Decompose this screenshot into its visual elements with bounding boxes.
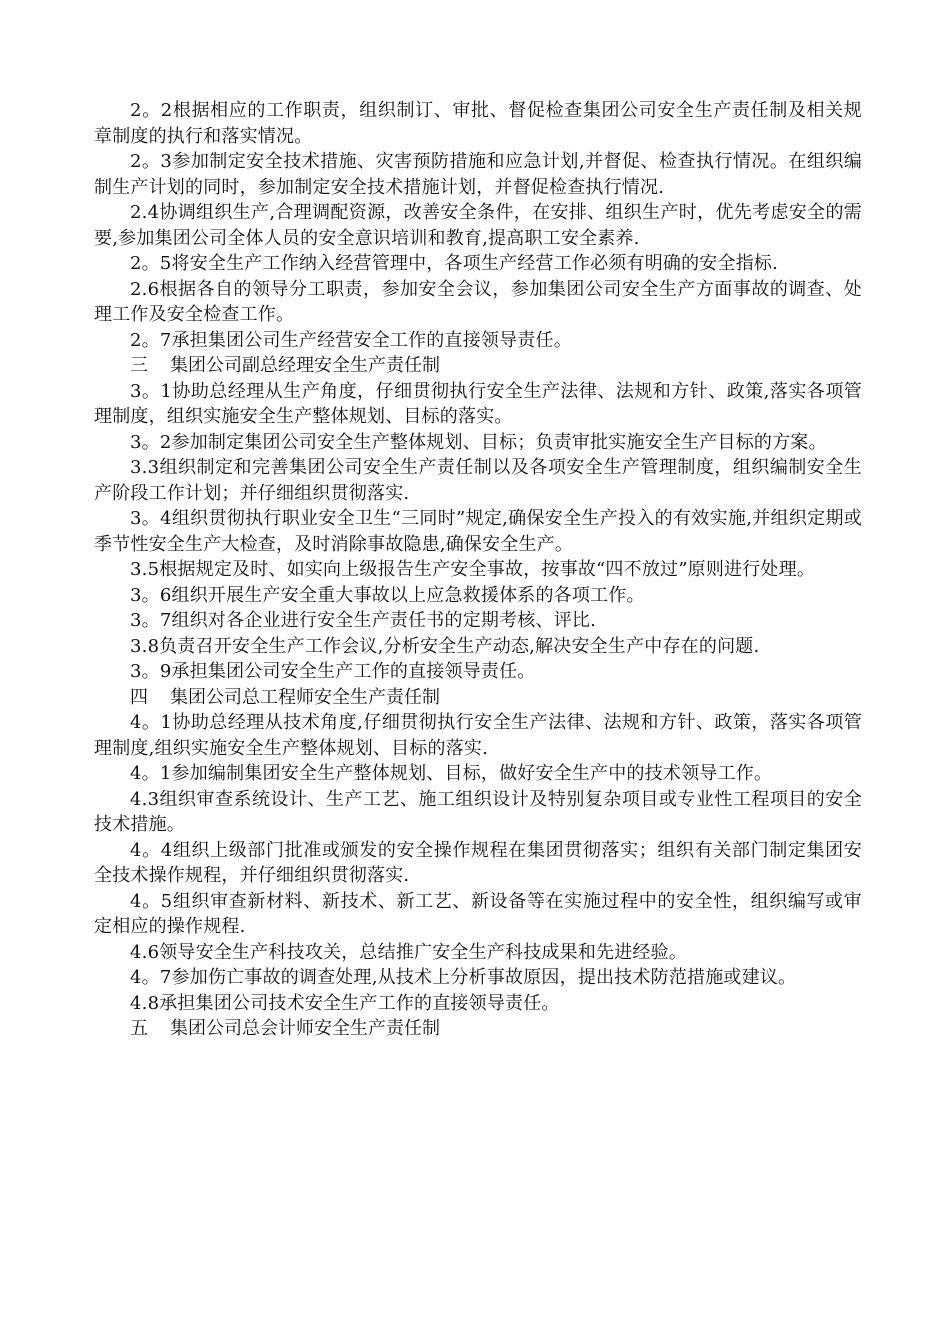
paragraph-3-9: 3。9承担集团公司安全生产工作的直接领导责任。: [130, 661, 536, 682]
paragraph-2-3: 2。3参加制定安全技术措施、灾害预防措施和应急计划,并督促、检查执行情况。在组织编制生产计划的同时，参加制定安全技术措施计划，并督促检查执行情况.: [94, 151, 862, 198]
paragraph-3-1: 3。1协助总经理从生产角度，仔细贯彻执行安全生产法律、法规和方针、政策,落实各项管理制度，组织实施安全生产整体规划、目标的落实。: [94, 380, 862, 427]
paragraph-3-5: 3.5根据规定及时、如实向上级报告生产安全事故，按事故“四不放过”原则进行处理。: [130, 559, 816, 580]
paragraph-3-2: 3。2参加制定集团公司安全生产整体规划、目标；负责审批实施安全生产目标的方案。: [130, 431, 827, 453]
paragraph-2-5: 2。5将安全生产工作纳入经营管理中，各项生产经营工作必须有明确的安全指标.: [130, 253, 779, 274]
section-title: 集团公司副总经理安全生产责任制: [170, 355, 440, 376]
paragraph-3-3: 3.3组织制定和完善集团公司安全生产责任制以及各项安全生产管理制度，组织编制安全生产阶段工作计划；并仔细组织贯彻落实.: [94, 457, 862, 504]
paragraph-4-3: 4.3组织审查系统设计、生产工艺、施工组织设计及特别复杂项目或专业性工程项目的安全技术措施。: [94, 788, 862, 835]
section-heading-3: [94, 353, 862, 379]
section-title: 集团公司总会计师安全生产责任制: [170, 1018, 440, 1039]
section-number: 五: [130, 1018, 148, 1039]
section-number: 三: [130, 355, 148, 376]
paragraph-4-8: 4.8承担集团公司技术安全生产工作的直接领导责任。: [130, 992, 560, 1014]
paragraph-2-4: 2.4协调组织生产,合理调配资源，改善安全条件，在安排、组织生产时，优先考虑安全的需要,参加集团公司全体人员的安全意识培训和教育,提高职工安全素养.: [94, 202, 862, 249]
paragraph-4-6: 4.6领导安全生产科技攻关，总结推广安全生产科技成果和先进经验。: [130, 941, 688, 963]
paragraph-4-7: 4。7参加伤亡事故的调查处理,从技术上分析事故原因，提出技术防范措施或建议。: [130, 967, 797, 988]
paragraph-4-4: 4。4组织上级部门批准或颁发的安全操作规程在集团贯彻落实；组织有关部门制定集团安全技术操作规程，并仔细组织贯彻落实.: [94, 839, 862, 886]
paragraph-3-7: 3。7组织对各企业进行安全生产责任书的定期考核、评比.: [130, 610, 597, 631]
section-title: 集团公司总工程师安全生产责任制: [170, 686, 440, 708]
paragraph-4-1b: 4。1参加编制集团安全生产整体规划、目标，做好安全生产中的技术领导工作。: [130, 763, 773, 784]
paragraph-4-5: 4。5组织审查新材料、新技术、新工艺、新设备等在实施过程中的安全性，组织编写或审定相应的操作规程.: [94, 890, 862, 937]
section-heading-5: [94, 1016, 862, 1042]
paragraph-2-7: 2。7承担集团公司生产经营安全工作的直接领导责任。: [130, 329, 572, 351]
section-number: 四: [130, 686, 148, 708]
section-heading-4: [94, 685, 862, 711]
document-page: [94, 98, 862, 1042]
paragraph-3-4: 3。4组织贯彻执行职业安全卫生“三同时”规定,确保安全生产投入的有效实施,并组织定期或季节性安全生产大检查，及时消除事故隐患,确保安全生产。: [94, 508, 862, 555]
paragraph-2-6: 2.6根据各自的领导分工职责，参加安全会议，参加集团公司安全生产方面事故的调查、处理工作及安全检查工作。: [94, 278, 862, 325]
paragraph-4-1a: 4。1协助总经理从技术角度,仔细贯彻执行安全生产法律、法规和方针、政策，落实各项管理制度,组织实施安全生产整体规划、目标的落实.: [94, 712, 862, 759]
paragraph-2-2: 2。2根据相应的工作职责，组织制订、审批、督促检查集团公司安全生产责任制及相关规章制度的执行和落实情况。: [94, 100, 862, 147]
paragraph-3-8: 3.8负责召开安全生产工作会议,分析安全生产动态,解决安全生产中存在的问题.: [130, 635, 760, 657]
paragraph-3-6: 3。6组织开展生产安全重大事故以上应急救援体系的各项工作。: [130, 584, 645, 606]
